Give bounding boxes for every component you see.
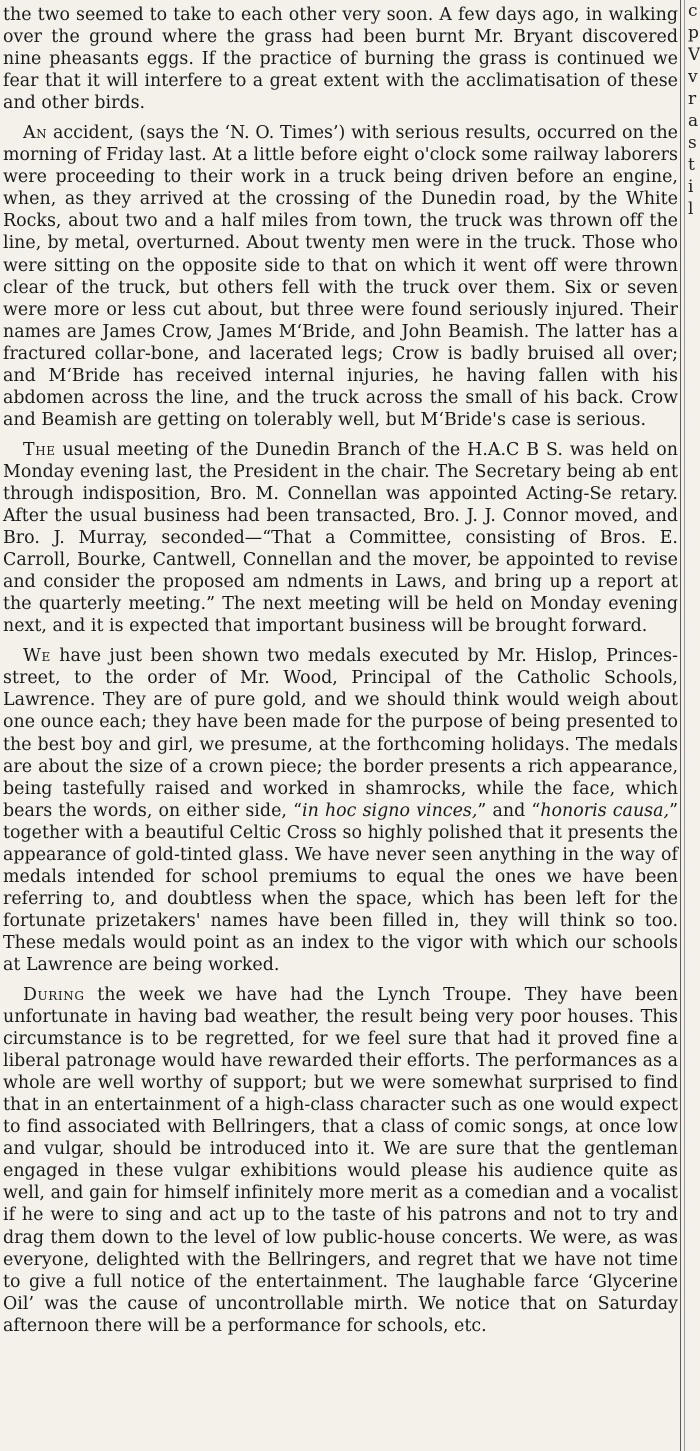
paragraph-medals-text-b: ” and “ <box>477 800 541 821</box>
adjacent-fragment: c <box>688 1 698 21</box>
article-column <box>3 4 678 1345</box>
adjacent-fragment: t <box>688 155 695 175</box>
paragraph-railway-accident-text: accident, (says the ‘N. O. Times’) with serious results, occurred on the morning of Friday last. At a little before eight o'clock some railway laborers were proceeding to their work in a truck being driven before an engine, when, as they arrived at the crossing of the Dunedin road, by the White Rocks, about two and a half miles from town, the truck was thrown off the line, by metal, overturned. About twenty men were in the truck. Those who were sitting on the opposite side to that on which it went off were thrown clear of the truck, but others fell with the truck over them. Six or seven were more or less cut about, but three were found seriously injured. Their names are James Crow, James M‘Bride, and John Beamish. The latter has a fractured collar-bone, and lacerated legs; Crow is badly bruised all over; and M‘Bride has received internal injuries, he having fallen with his abdomen across the line, and the truck across the small of his back. Crow and Beamish are getting on tolerably well, but M‘Bride's case is serious. <box>3 123 678 430</box>
paragraph-medals-motto-1: in hoc signo vinces, <box>302 800 478 821</box>
paragraph-medals <box>3 645 678 976</box>
adjacent-fragment: v <box>688 67 698 87</box>
paragraph-medals-text-c: ” together with a beautiful Celtic Cross so highly polished that it presents the appearance of gold-tinted glass. We have never seen anything in the way of medals intended for school premiums to equal the ones we have been referring to, and doubtless when the space, which has been left for the fortunate prizetakers' names have been filled in, they will think so too. These medals would point as an index to the vigor with which our schools at Lawrence are being worked. <box>3 800 679 975</box>
adjacent-fragment: l <box>688 199 694 219</box>
column-rule-secondary <box>684 0 685 1451</box>
adjacent-fragment: V <box>688 45 700 65</box>
paragraph-lynch-troupe <box>3 984 678 1337</box>
paragraph-medals-text-a: have just been shown two medals executed by Mr. Hislop, Princes-street, to the order of Mr. Wood, Principal of the Catholic Schools, Lawrence. They are of pure gold, and we should think would weigh about one ounce each; they have been made for the purpose of being presented to the best boy and girl, we presume, at the forthcoming holidays. The medals are about the size of a crown piece; the border presents a rich appearance, being tastefully raised and worked in shamrocks, while the face, which bears the words, on either side, “ <box>3 646 678 821</box>
paragraph-pheasants-text: the two seemed to take to each other very soon. A few days ago, in walking over the ground where the grass had been burnt Mr. Bryant discovered nine pheasants eggs. If the practice of burning the grass is continued we fear that it will interfere to a great extent with the acclimatisation of these and other birds. <box>3 5 678 114</box>
paragraph-medals-motto-2: honoris causa, <box>540 800 670 821</box>
adjacent-fragment: r <box>688 89 697 109</box>
adjacent-fragment: s <box>688 133 697 153</box>
adjacent-column-edge <box>688 0 700 1451</box>
adjacent-fragment: a <box>688 111 699 131</box>
paragraph-railway-accident <box>3 122 678 431</box>
paragraph-lynch-troupe-lead: During <box>23 985 85 1006</box>
adjacent-fragment: p <box>688 23 699 43</box>
paragraph-hacbs-meeting-lead: The <box>23 439 56 460</box>
column-rule <box>680 0 681 1451</box>
paragraph-medals-lead: We <box>23 646 51 667</box>
paragraph-hacbs-meeting-text: usual meeting of the Dunedin Branch of the H.A.C B S. was held on Monday evening last, the President in the chair. The Secretary being ab ent through indisposition, Bro. M. Connellan was appointed Acting-Se retary. After the usual business had been transacted, Bro. J. J. Connor moved, and Bro. J. Murray, seconded—“That a Committee, consisting of Bros. E. Carroll, Bourke, Cantwell, Connellan and the mover, be appointed to revise and consider the proposed am ndments in Laws, and bring up a report at the quarterly meeting.” The next meeting will be held on Monday evening next, and it is expected that important business will be brought forward. <box>3 439 678 637</box>
adjacent-fragment: i <box>688 177 694 197</box>
paragraph-railway-accident-lead: An <box>23 123 48 144</box>
paragraph-hacbs-meeting <box>3 439 678 637</box>
paragraph-pheasants <box>3 4 678 114</box>
paragraph-lynch-troupe-text: the week we have had the Lynch Troupe. They have been unfortunate in having bad weather, the result being very poor houses. This circumstance is to be regretted, for we feel sure that had it proved fine a liberal patronage would have rewarded their efforts. The performances as a whole are well worthy of support; but we were somewhat surprised to find that in an entertainment of a high-class character such as one would expect to find associated with Bellringers, that a class of comic songs, at once low and vulgar, should be introduced into it. We are sure that the gentleman engaged in these vulgar exhibitions would please his audience quite as well, and gain for himself infinitely more merit as a comedian and a vocalist if he were to sing and act up to the taste of his patrons and not to try and drag them down to the level of low public-house concerts. We were, as was everyone, delighted with the Bellringers, and regret that we have not time to give a full notice of the entertainment. The laughable farce ‘Glycerine Oil’ was the cause of uncontrollable mirth. We notice that on Saturday afternoon there will be a performance for schools, etc. <box>3 985 678 1336</box>
